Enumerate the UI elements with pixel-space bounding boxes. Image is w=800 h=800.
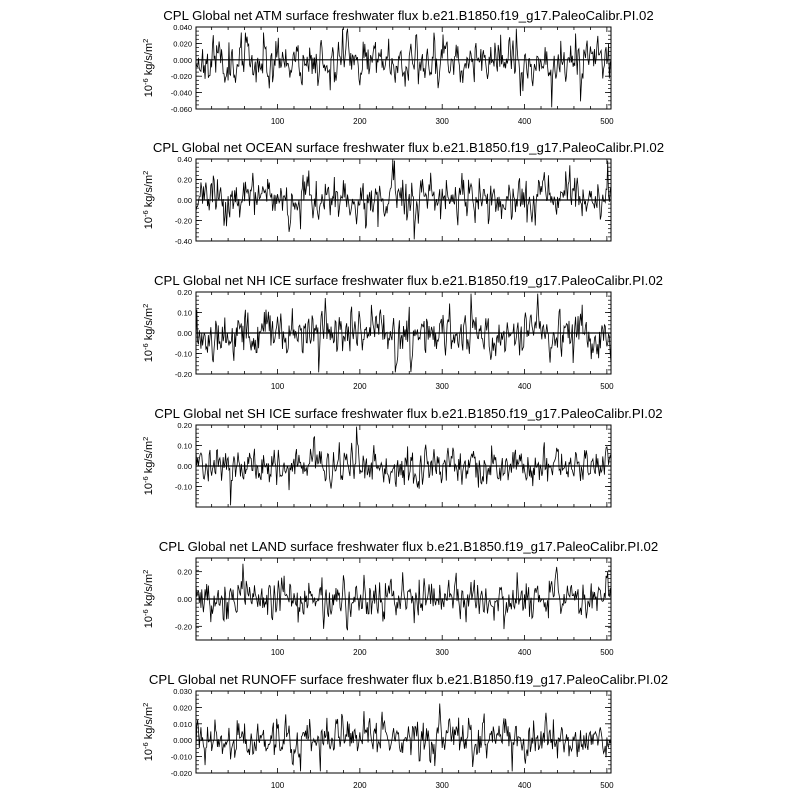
series-line [196, 564, 611, 630]
y-axis-label-exp: -6 [141, 343, 150, 351]
y-tick-label: 0.00 [177, 595, 192, 604]
x-tick-label: 500 [600, 781, 614, 790]
y-tick-label: 0.00 [177, 196, 192, 205]
y-axis-label-base: 10 [143, 749, 155, 762]
y-axis-label-base: 10 [143, 616, 155, 629]
y-tick-label: -0.020 [170, 769, 192, 778]
y-axis-label [141, 437, 155, 496]
x-tick-label: 300 [435, 117, 449, 126]
y-axis-label [141, 304, 155, 363]
y-tick-label: 0.020 [173, 703, 192, 713]
x-tick-label: 200 [353, 117, 367, 126]
y-tick-label: 0.010 [173, 719, 192, 729]
y-axis-label-exp: -6 [141, 476, 150, 484]
y-tick-label: -0.20 [174, 370, 192, 379]
x-tick-label: 400 [517, 117, 532, 126]
x-tick-label: 300 [435, 648, 449, 657]
y-tick-label: 0.40 [177, 155, 192, 164]
y-tick-label: 0.040 [173, 23, 192, 32]
y-axis-label-unit: kg/s/m [143, 42, 155, 79]
chart-panel-1 [141, 8, 654, 126]
chart-panel-3 [141, 273, 663, 391]
x-tick-label: 400 [517, 781, 532, 790]
x-tick-label: 400 [517, 648, 532, 657]
x-tick-label: 500 [600, 117, 614, 126]
y-axis-label-exp: -6 [141, 609, 150, 617]
y-axis-label-unit: kg/s/m [143, 174, 155, 211]
chart-title: CPL Global net OCEAN surface freshwater flux b.e21.B1850.f19_g17.PaleoCalibr.PI.02 [152, 140, 665, 155]
y-tick-label: 0.000 [173, 736, 192, 746]
y-tick-label: -0.10 [174, 349, 192, 359]
y-axis-label-unit: kg/s/m [143, 706, 155, 743]
y-tick-label: 0.000 [173, 55, 192, 65]
y-axis-label-unit: kg/s/m [143, 573, 155, 610]
y-tick-label: -0.020 [170, 72, 192, 82]
x-tick-label: 100 [270, 382, 285, 391]
y-axis-label-sq: 2 [141, 38, 150, 43]
y-tick-label: 0.00 [177, 329, 192, 338]
y-tick-label: 0.030 [173, 687, 192, 696]
chart-title: CPL Global net RUNOFF surface freshwater flux b.e21.B1850.f19_g17.PaleoCalibr.PI.02 [148, 672, 669, 687]
chart-panel-5 [141, 539, 658, 657]
x-tick-label: 300 [435, 382, 449, 391]
x-tick-label: 200 [353, 781, 367, 790]
chart-title: CPL Global net ATM surface freshwater flux b.e21.B1850.f19_g17.PaleoCalibr.PI.02 [163, 8, 654, 23]
chart-panel-4 [141, 406, 663, 507]
y-axis-label [141, 171, 155, 230]
chart-title: CPL Global net SH ICE surface freshwater flux b.e21.B1850.f19_g17.PaleoCalibr.PI.02 [154, 406, 663, 421]
x-tick-label: 100 [270, 648, 285, 657]
y-tick-label: 0.20 [177, 175, 192, 185]
y-axis-label [141, 39, 155, 98]
x-tick-label: 500 [600, 382, 614, 391]
x-tick-label: 200 [353, 382, 367, 391]
chart-panel-6 [141, 672, 668, 790]
series-line [196, 29, 611, 108]
y-axis-label-sq: 2 [141, 436, 150, 441]
x-tick-label: 500 [600, 648, 614, 657]
y-axis-label-sq: 2 [141, 303, 150, 308]
y-axis-label-sq: 2 [141, 170, 150, 175]
y-tick-label: -0.20 [174, 622, 192, 632]
y-axis-label-base: 10 [143, 350, 155, 363]
y-axis-label-exp: -6 [141, 742, 150, 750]
y-axis-label [141, 703, 155, 762]
chart-title: CPL Global net LAND surface freshwater flux b.e21.B1850.f19_g17.PaleoCalibr.PI.02 [158, 539, 659, 554]
y-axis-label-sq: 2 [141, 569, 150, 574]
y-tick-label: 0.00 [177, 462, 192, 471]
chart-panel-2 [141, 140, 664, 246]
y-tick-label: 0.20 [177, 288, 192, 297]
y-tick-label: -0.060 [170, 105, 192, 114]
y-axis-label-unit: kg/s/m [143, 307, 155, 344]
y-axis-label-exp: -6 [141, 210, 150, 218]
y-axis-label-base: 10 [143, 483, 155, 496]
y-axis-label-base: 10 [143, 85, 155, 98]
y-axis-label-exp: -6 [141, 78, 150, 86]
y-axis-label-sq: 2 [141, 702, 150, 707]
y-tick-label: 0.20 [177, 567, 192, 577]
x-tick-label: 200 [353, 648, 367, 657]
series-line [196, 704, 611, 772]
y-axis-label-base: 10 [143, 217, 155, 230]
x-tick-label: 100 [270, 781, 285, 790]
y-tick-label: -0.20 [174, 216, 192, 226]
y-tick-label: 0.10 [177, 308, 192, 318]
x-tick-label: 400 [517, 382, 532, 391]
y-tick-label: -0.010 [170, 752, 192, 762]
x-tick-label: 100 [270, 117, 285, 126]
y-tick-label: -0.10 [174, 482, 192, 492]
y-tick-label: 0.020 [173, 39, 192, 49]
y-tick-label: 0.20 [177, 421, 192, 430]
y-axis-label [141, 570, 155, 629]
chart-title: CPL Global net NH ICE surface freshwater flux b.e21.B1850.f19_g17.PaleoCalibr.PI.02 [154, 273, 663, 288]
y-tick-label: 0.10 [177, 441, 192, 451]
y-tick-label: -0.040 [170, 88, 192, 98]
y-axis-label-unit: kg/s/m [143, 440, 155, 477]
x-tick-label: 300 [435, 781, 449, 790]
y-tick-label: -0.40 [174, 237, 192, 246]
